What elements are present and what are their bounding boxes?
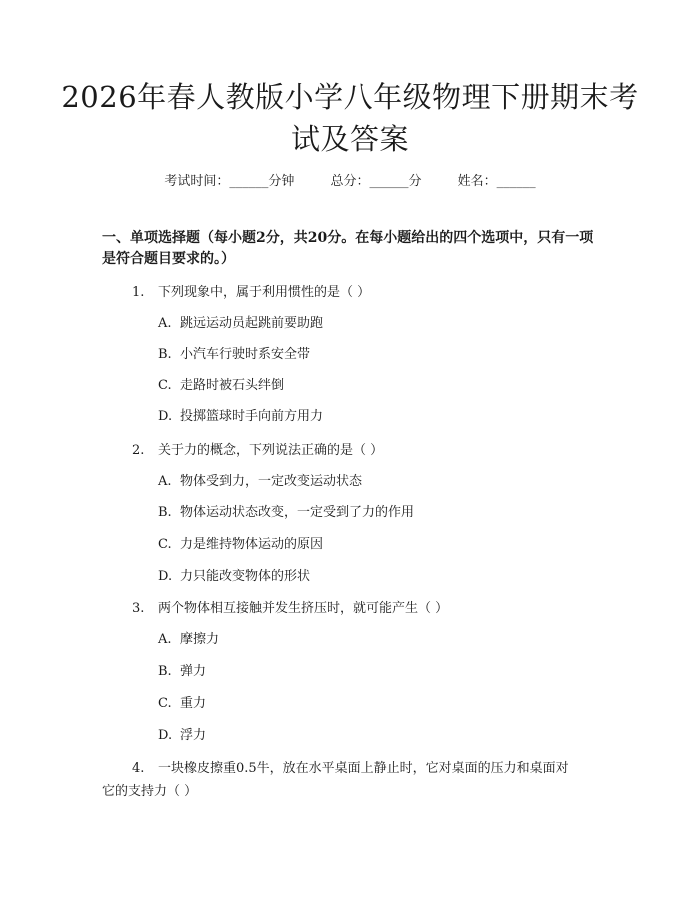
exam-time: 考试时间：______分钟: [164, 174, 295, 189]
q1-option-c: C. 走路时被石头绊倒: [158, 378, 285, 393]
q1-option-a: A. 跳远运动员起跳前要助跑: [158, 316, 324, 331]
q2-option-b: B. 物体运动状态改变，一定受到了力的作用: [158, 505, 415, 520]
question-3: 3. 两个物体相互接触并发生挤压时，就可能产生（ ）: [132, 601, 449, 616]
q2-option-a: A. 物体受到力，一定改变运动状态: [158, 474, 363, 489]
student-name: 姓名：______: [457, 174, 536, 189]
q2-option-c: C. 力是维持物体运动的原因: [158, 537, 324, 552]
question-4: 4. 一块橡皮擦重0.5牛，放在水平桌面上静止时，它对桌面的压力和桌面对: [132, 761, 569, 776]
page-title: 2026年春人教版小学八年级物理下册期末考试及答案: [61, 80, 639, 156]
question-1: 1. 下列现象中，属于利用惯性的是（ ）: [132, 285, 371, 300]
q1-option-b: B. 小汽车行驶时系安全带: [158, 347, 311, 362]
total-score: 总分：______分: [330, 174, 422, 189]
q3-option-c: C. 重力: [158, 696, 207, 711]
q3-option-b: B. 弹力: [158, 664, 207, 679]
question-4-continued: 它的支持力（ ）: [102, 784, 198, 799]
q2-option-d: D. 力只能改变物体的形状: [158, 569, 311, 584]
section-heading: 一、单项选择题（每小题2分，共20分。在每小题给出的四个选项中，只有一项是符合题目要求的。）: [102, 230, 594, 267]
q3-option-d: D. 浮力: [158, 728, 207, 743]
q3-option-a: A. 摩擦力: [158, 632, 220, 647]
q1-option-d: D. 投掷篮球时手向前方用力: [158, 409, 324, 424]
question-2: 2. 关于力的概念，下列说法正确的是（ ）: [132, 443, 384, 458]
exam-meta: [0, 170, 700, 189]
